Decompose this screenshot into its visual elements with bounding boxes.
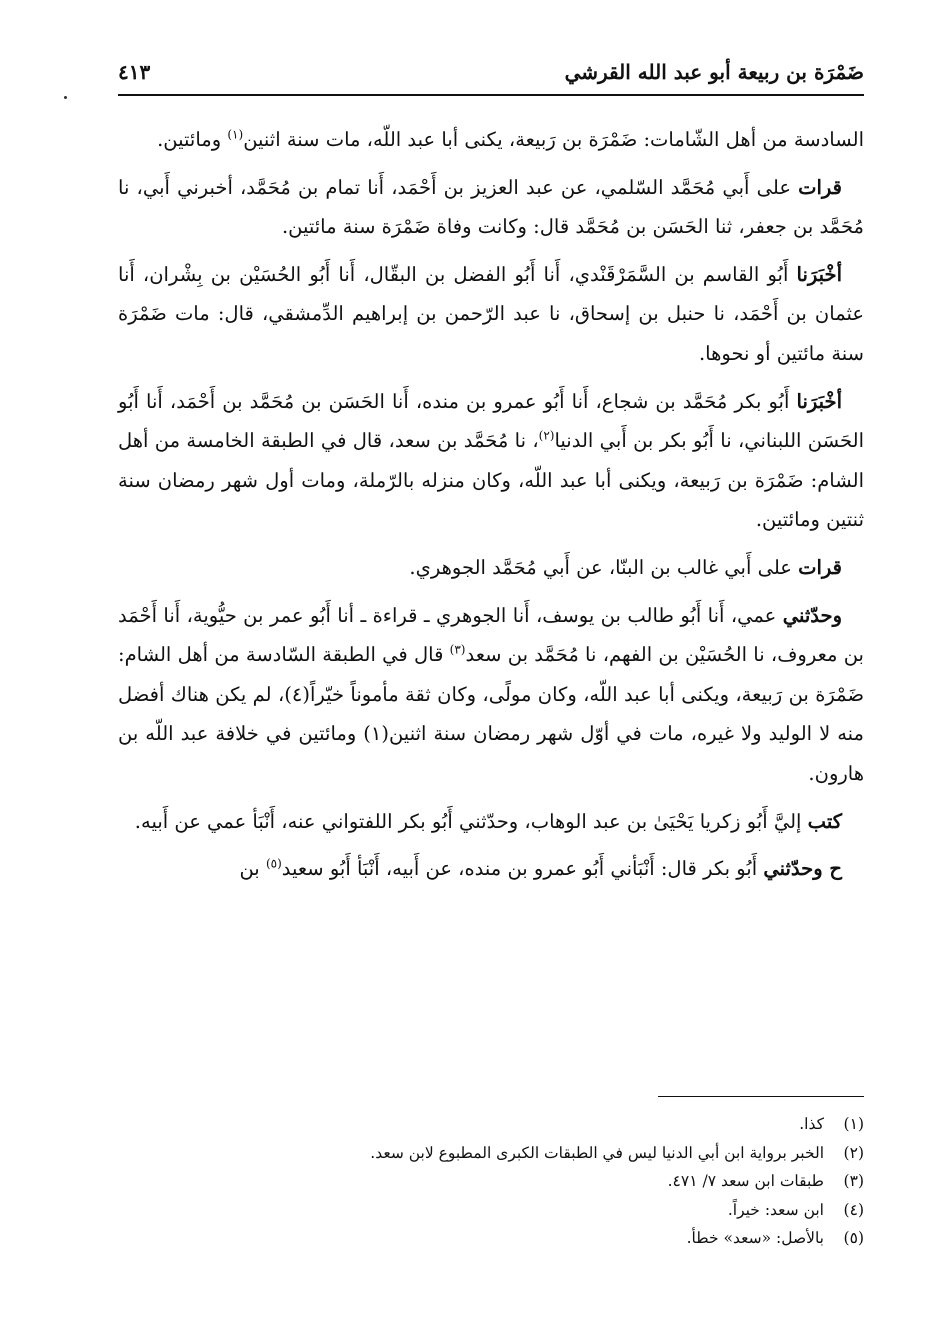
paragraph-lead: أخْبَرَنا: [796, 262, 842, 286]
footnote-ref: (٥): [265, 856, 282, 871]
paragraph-text-cont: بن: [239, 857, 266, 881]
footnote-number: (٤): [843, 1200, 864, 1219]
paragraph: [118, 548, 864, 588]
paragraph-text: السادسة من أهل الشّامات: ضَمْرَة بن رَبيعة، يكنى أبا عبد اللّه، مات سنة اثنين: [243, 128, 864, 151]
paragraph-text: على أَبي مُحَمَّد السّلمي، عن عبد العزيز بن أَحْمَد، أَنا تمام بن مُحَمَّد، أخبرني أَبي، نا مُحَمَّد بن جعفر، ثنا الحَسَن بن مُحَمَّد قال: وكانت وفاة ضَمْرَة سنة مائتين.: [118, 175, 864, 239]
footnote: [200, 1196, 864, 1225]
footnote-text: ابن سعد: خيراً.: [727, 1200, 824, 1219]
paragraph-text: إليَّ أَبُو زكريا يَحْيَىٰ بن عبد الوهاب، وحدّثني أَبُو بكر اللفتواني عنه، أَنْبَأ عمي عن أَبيه.: [134, 809, 808, 833]
header-rule: [118, 94, 864, 96]
footnote-number: (٣): [843, 1172, 864, 1190]
footnote-number: (١): [843, 1115, 864, 1133]
running-header: [118, 58, 864, 94]
footnote-text: بالأصل: «سعد» خطأ.: [686, 1229, 824, 1247]
paragraph-lead: قرات: [798, 175, 842, 199]
footnotes: [200, 1110, 864, 1253]
footnote: [200, 1139, 864, 1168]
footnote-text: الخبر برواية ابن أبي الدنيا ليس في الطبقات الكبرى المطبوع لابن سعد.: [370, 1143, 824, 1162]
main-text: [118, 120, 864, 897]
paragraph-text: أَبُو بكر قال: أَنْبَأني أَبُو عمرو بن منده، عن أَبيه، أَنْبَأ أَبُو سعيد: [281, 857, 764, 881]
paragraph-text-cont: ، نا مُحَمَّد بن سعد، قال في الطبقة الخامسة من أهل الشام: ضَمْرَة بن رَبيعة، ويكنى أبا عبد اللّه، وكان منزله بالرّملة، ومات أول شهر رمضان سنة ثنتين ومائتين.: [118, 429, 864, 532]
footnote-ref: (٣): [449, 642, 466, 657]
paragraph: [118, 802, 864, 842]
footnote-text: كذا.: [799, 1115, 824, 1133]
paragraph-text: أَبُو بكر مُحَمَّد بن شجاع، أَنا أَبُو عمرو بن منده، أَنا الحَسَن بن مُحَمَّد بن أَحْمَد، أَنا أَبُو الحَسَن اللبناني، نا أَبُو بكر بن أَبي الدنيا: [118, 389, 864, 453]
paragraph-text: أَبُو القاسم بن السَّمَرْقَنْدي، أَنا أَبُو الفضل بن البقّال، أَنا أَبُو الحُسَيْن بن بِشْران، أَنا عثمان بن أَحْمَد، نا حنبل بن إسحاق، نا عبد الرّحمن بن إبراهيم الدِّمشقي، قال: مات ضَمْرَة سنة مائتين أو نحوها.: [118, 262, 864, 365]
footnote: [200, 1110, 864, 1139]
paragraph: [118, 382, 864, 540]
paragraph-lead: أخْبَرَنا: [796, 389, 842, 413]
margin-dot: [64, 96, 67, 99]
paragraph-text: على أَبي غالب بن البنّا، عن أَبي مُحَمَّد الجوهري.: [409, 555, 799, 579]
paragraph-text-cont: ومائتين.: [157, 128, 228, 151]
paragraph-lead: ح وحدّثني: [763, 857, 842, 881]
footnote-ref: (١): [227, 127, 244, 142]
footnote-ref: (٢): [538, 428, 555, 443]
paragraph: [118, 120, 864, 160]
footnote-rule: [658, 1096, 864, 1097]
paragraph: [118, 255, 864, 374]
paragraph-lead: قرات: [798, 555, 842, 579]
paragraph-lead: كتب: [807, 809, 842, 833]
paragraph-text: عمي، أَنا أَبُو طالب بن يوسف، أَنا الجوهري ـ قراءة ـ أنا أَبُو عمر بن حيُّوية، أَنا أَحْمَد بن معروف، نا الحُسَيْن بن الفهم، نا مُحَمَّد بن سعد: [118, 603, 864, 667]
footnote: [200, 1224, 864, 1253]
footnote-number: (٥): [843, 1229, 864, 1247]
header-title: ضَمْرَة بن ربيعة أبو عبد الله القرشي: [564, 60, 864, 84]
footnote: [200, 1167, 864, 1196]
paragraph: [118, 596, 864, 794]
paragraph: [118, 849, 864, 889]
paragraph-lead: وحدّثني: [782, 603, 842, 627]
paragraph-text-cont: قال في الطبقة السّادسة من أهل الشام: ضَمْرَة بن رَبيعة، ويكنى أبا عبد اللّه، وكان مولًى، وكان ثقة مأموناً خيّراً(٤)، لم يكن هناك أفضل منه لا الوليد ولا غيره، مات في أوّل شهر رمضان سنة اثنين(١) ومائتين في خلافة عبد اللّه بن هارون.: [118, 643, 864, 785]
page-number: ٤١٣: [118, 60, 151, 84]
paragraph: [118, 168, 864, 247]
footnote-number: (٢): [843, 1143, 864, 1162]
footnote-text: طبقات ابن سعد ٧/ ٤٧١.: [667, 1172, 824, 1190]
